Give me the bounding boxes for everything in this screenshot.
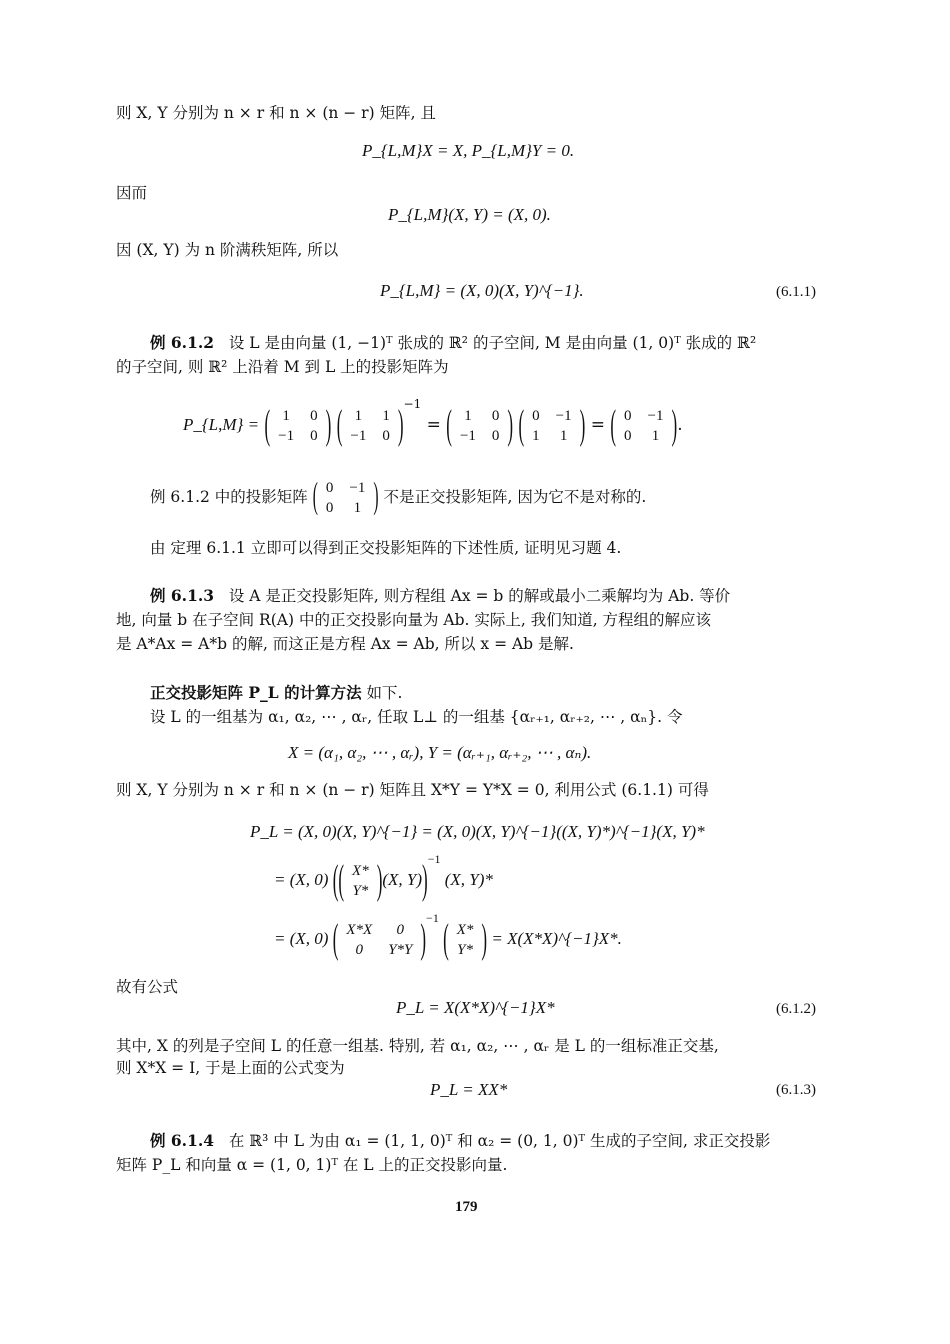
page-number: 179 xyxy=(455,1199,478,1215)
cell: Y* xyxy=(352,883,369,900)
paren: ) xyxy=(671,401,678,448)
derivation-line-3 xyxy=(274,911,622,960)
text-line: 设 L 是由向量 (1, −1)ᵀ 张成的 ℝ² 的子空间, M 是由向量 (1, 0)ᵀ 张成的 ℝ² xyxy=(228,334,757,352)
cell: 1 xyxy=(382,407,390,424)
method-heading xyxy=(150,682,402,704)
text-line: 因而 xyxy=(116,184,148,202)
equation-number: (6.1.3) xyxy=(776,1082,816,1098)
cell: 1 xyxy=(354,407,363,424)
paren: ) xyxy=(579,401,586,448)
text-line: 则 X, Y 分别为 n × r 和 n × (n − r) 矩阵且 X*Y = Y*X = 0, 利用公式 (6.1.1) 可得 xyxy=(116,781,709,799)
example-label: 例 6.1.3 xyxy=(150,586,215,605)
text-line: 是 A*Ax = A*b 的解, 而这正是方程 Ax = Ab, 所以 x = Ab 是解. xyxy=(116,635,574,653)
paren: ) xyxy=(397,401,404,448)
inline-matrix xyxy=(318,478,373,518)
matrix-5 xyxy=(616,406,671,446)
example-label: 例 6.1.2 xyxy=(150,333,215,352)
cell: 0 xyxy=(396,922,405,939)
matrix-3 xyxy=(452,406,507,446)
text-line: 则 X*X = I, 于是上面的公式变为 xyxy=(116,1059,345,1077)
cell: −1 xyxy=(555,407,572,424)
paren: ( xyxy=(518,401,525,448)
text-line: 因 (X, Y) 为 n 阶满秩矩阵, 所以 xyxy=(116,241,339,259)
paren: ) xyxy=(325,401,332,448)
text-line: 故有公式 xyxy=(116,978,179,996)
cell: 0 xyxy=(325,500,334,516)
paren: ) xyxy=(376,857,383,903)
cell: −1 xyxy=(278,427,295,444)
example-paragraph xyxy=(150,1130,770,1152)
cell: 0 xyxy=(310,427,318,444)
cell: 1 xyxy=(282,407,290,424)
paren: ( xyxy=(264,401,271,448)
cell: 0 xyxy=(355,942,364,959)
cell: 0 xyxy=(325,480,334,496)
matrix-4 xyxy=(524,406,579,446)
exponent: −1 xyxy=(403,397,422,411)
example-label: 例 6.1.4 xyxy=(150,1131,215,1150)
matrix-equation xyxy=(183,397,683,446)
paren: ( xyxy=(336,401,343,448)
text-line: 如下. xyxy=(366,684,403,702)
cell: 0 xyxy=(491,407,500,424)
paren: ( xyxy=(312,476,318,518)
cell: X* xyxy=(352,863,369,880)
cell: 0 xyxy=(310,407,318,424)
example-paragraph xyxy=(150,332,756,354)
period: . xyxy=(677,415,683,435)
equation: P_{L,M}X = X, P_{L,M}Y = 0. xyxy=(362,141,575,160)
cell: Y*Y xyxy=(388,942,413,959)
derivation-middle: (X, Y) xyxy=(382,870,423,889)
equation: P_{L,M}(X, Y) = (X, 0). xyxy=(388,205,551,224)
derivation-suffix: (X, Y)* xyxy=(444,870,493,889)
paren: ( xyxy=(610,401,617,448)
equation: P_L = X(X*X)^{−1}X* xyxy=(396,998,555,1017)
method-title: 正交投影矩阵 P_L 的计算方法 xyxy=(150,683,362,702)
text-line: 在 ℝ³ 中 L 为由 α₁ = (1, 1, 0)ᵀ 和 α₂ = (0, 1, 0)ᵀ 生成的子空间, 求正交投影 xyxy=(228,1132,771,1150)
text-line: 不是正交投影矩阵, 因为它不是对称的. xyxy=(383,488,647,506)
paren: ( xyxy=(332,916,339,962)
equation-number: (6.1.1) xyxy=(776,284,816,300)
cell: 1 xyxy=(651,427,660,444)
cell: 0 xyxy=(624,427,632,444)
text-line: 矩阵 P_L 和向量 α = (1, 0, 1)ᵀ 在 L 上的正交投影向量. xyxy=(116,1156,508,1174)
matrix-1 xyxy=(270,406,325,446)
cell: 0 xyxy=(532,407,540,424)
cell: 1 xyxy=(532,427,540,444)
paren: ) xyxy=(481,916,488,962)
paren: ( xyxy=(332,857,339,903)
equation: X = (α₁, α₂, ⋯ , αᵣ), Y = (αᵣ₊₁, αᵣ₊₂, ⋯ , αₙ). xyxy=(288,743,592,762)
equation-number: (6.1.2) xyxy=(776,1001,816,1017)
paren: ) xyxy=(507,401,514,448)
derivation-suffix: = X(X*X)^{−1}X*. xyxy=(491,929,622,948)
paren: ) xyxy=(420,916,427,962)
cell: 0 xyxy=(624,407,632,424)
text-line: 地, 向量 b 在子空间 R(A) 中的正交投影向量为 Ab. 实际上, 我们知道, 方程组的解应该 xyxy=(116,611,712,629)
text-line: 例 6.1.2 中的投影矩阵 xyxy=(150,488,308,506)
cell: 0 xyxy=(491,427,500,444)
text-line: 设 L 的一组基为 α₁, α₂, ⋯ , αᵣ, 任取 L⊥ 的一组基 {αᵣ₊₁, αᵣ₊₂, ⋯ , αₙ}. 令 xyxy=(150,708,683,726)
column-vector xyxy=(344,861,377,901)
text-line: 则 X, Y 分别为 n × r 和 n × (n − r) 矩阵, 且 xyxy=(116,104,436,122)
cell: X*X xyxy=(346,922,373,939)
text-line: 设 A 是正交投影矩阵, 则方程组 Ax = b 的解或最小二乘解均为 Ab. 等价 xyxy=(228,587,731,605)
cell: X* xyxy=(456,922,474,939)
cell: 1 xyxy=(353,500,362,516)
note-line xyxy=(150,478,646,518)
equals-sign: = xyxy=(590,415,605,435)
equals-sign: = xyxy=(426,415,441,435)
example-paragraph xyxy=(150,585,730,607)
derivation-line-2 xyxy=(274,852,493,901)
text-line: 由 定理 6.1.1 立即可以得到正交投影矩阵的下述性质, 证明见习题 4. xyxy=(150,539,622,557)
matrix-2 xyxy=(342,406,397,446)
derivation-line-1: P_L = (X, 0)(X, Y)^{−1} = (X, 0)(X, Y)^{−1}((X, Y)*)^{−1}(X, Y)* xyxy=(250,822,705,841)
paren: ( xyxy=(443,916,449,962)
derivation-prefix: = (X, 0) xyxy=(274,870,329,889)
column-vector xyxy=(449,920,482,960)
paren: ( xyxy=(338,857,345,903)
matrix-lhs: P_{L,M} = xyxy=(183,415,260,434)
cell: 0 xyxy=(382,427,390,444)
cell: 1 xyxy=(559,427,568,444)
exponent: −1 xyxy=(426,911,439,925)
paren: ( xyxy=(446,401,452,448)
equation: P_{L,M} = (X, 0)(X, Y)^{−1}. xyxy=(380,281,584,300)
exponent: −1 xyxy=(427,852,441,866)
text-line: 的子空间, 则 ℝ² 上沿着 M 到 L 上的投影矩阵为 xyxy=(116,358,449,376)
derivation-prefix: = (X, 0) xyxy=(274,929,329,948)
cell: Y* xyxy=(457,942,473,959)
cell: 1 xyxy=(464,407,472,424)
cell: −1 xyxy=(459,427,476,444)
paren: ) xyxy=(422,857,428,903)
cell: −1 xyxy=(349,480,366,496)
cell: −1 xyxy=(350,427,367,444)
cell: −1 xyxy=(647,407,664,424)
equation: P_L = XX* xyxy=(430,1080,508,1099)
paren: ) xyxy=(373,476,379,518)
text-line: 其中, X 的列是子空间 L 的任意一组基. 特别, 若 α₁, α₂, ⋯ , αᵣ 是 L 的一组标准正交基, xyxy=(116,1037,719,1055)
block-matrix xyxy=(338,920,420,960)
